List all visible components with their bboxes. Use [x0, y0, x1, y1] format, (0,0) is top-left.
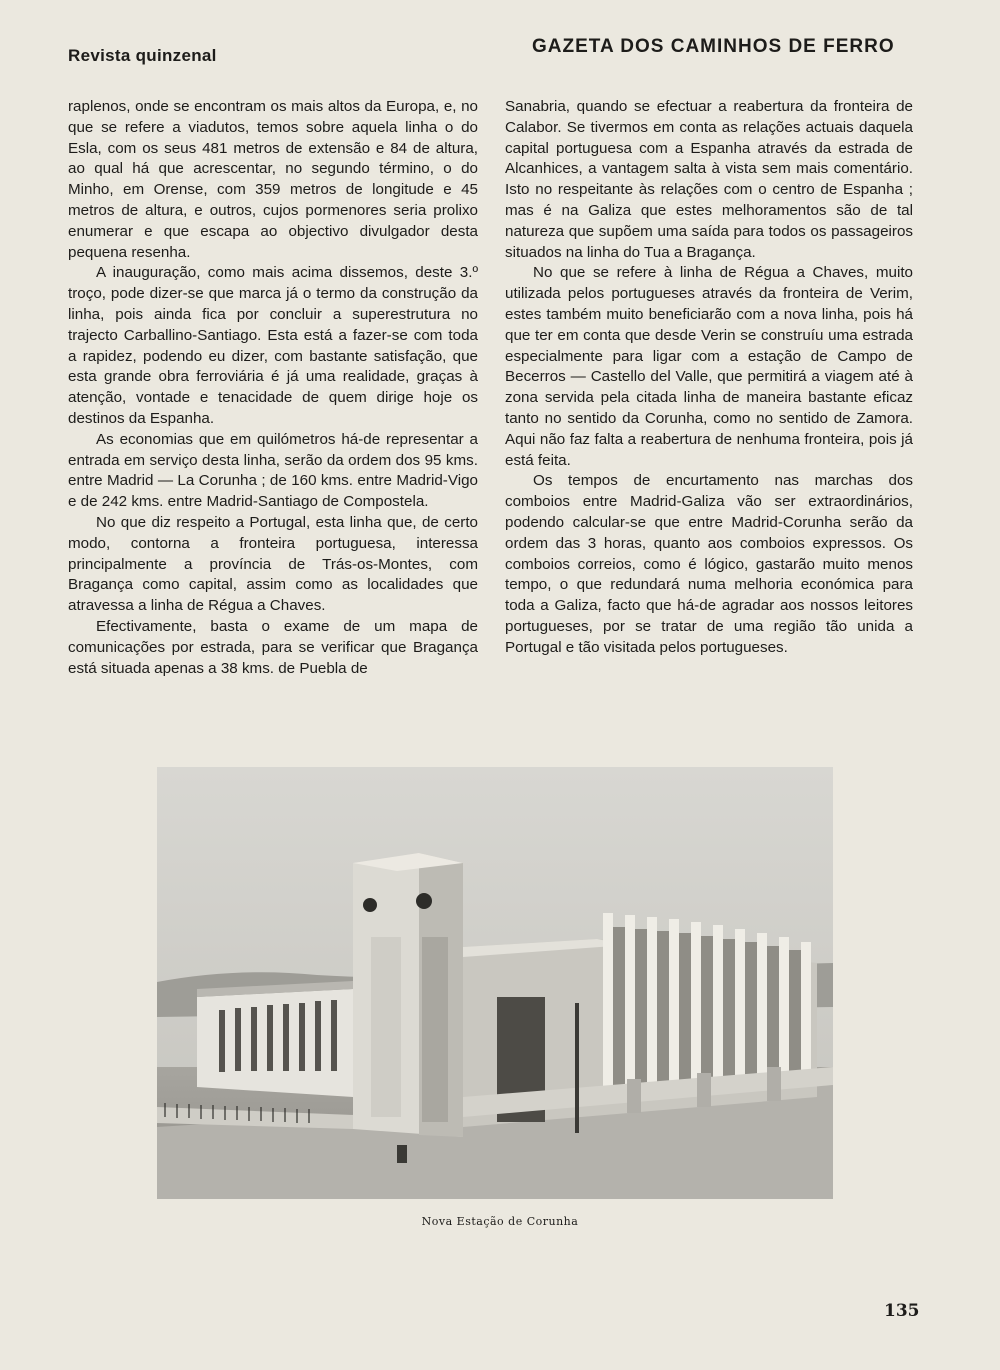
- station-photograph: [157, 767, 833, 1199]
- header-magazine-title: GAZETA DOS CAMINHOS DE FERRO: [532, 36, 895, 57]
- article-column-left: [68, 97, 478, 679]
- paragraph: Efectivamente, basta o exame de um mapa de comunicações por estrada, para se verificar que Bragança está situada apenas a 38 kms. de Puebla de: [68, 617, 478, 677]
- station-photo-illustration: [157, 767, 833, 1199]
- paragraph: Os tempos de encurtamento nas marchas dos comboios entre Madrid-Galiza vão ser extraordinários, podendo calcular-se que entre Madrid-Corunha serão da ordem das 3 horas, quanto aos comboios expressos. Os comboios correios, como é lógico, gastarão muito menos tempo, o que redundará numa melhoria económica para toda a Galiza, facto que há-de agradar aos nossos leitores portugueses, por se tratar de uma região tão unida a Portugal e tão visitada pelos portugueses.: [505, 472, 913, 656]
- paragraph: No que diz respeito a Portugal, esta linha que, de certo modo, contorna a fronteira portuguesa, interessa principalmente a província de Trás-os-Montes, com Bragança como capital, assim como as localidades que atravessa a linha de Régua a Chaves.: [68, 513, 478, 615]
- header-publication-frequency: Revista quinzenal: [68, 46, 217, 65]
- paragraph: As economias que em quilómetros há-de representar a entrada em serviço desta linha, serão da ordem dos 95 kms. entre Madrid — La Corunha ; de 160 kms. entre Madrid-Vigo e de 242 kms. entre Madrid-Santiago de Compostela.: [68, 430, 478, 511]
- paragraph: A inauguração, como mais acima dissemos, deste 3.º troço, pode dizer-se que marca já o termo da construção da linha, pois ainda fica por concluir a superestrutura no trajecto Carballino-Santiago. Esta está a fazer-se com toda a rapidez, podendo eu dizer, com bastante satisfação, que esta grande obra ferroviária é já uma realidade, graças à atenção, vontade e tenacidade de quem dirige hoje os destinos da Espanha.: [68, 264, 478, 427]
- paragraph: raplenos, onde se encontram os mais altos da Europa, e, no que se refere a viadutos, temos sobre aquela linha o do Esla, com os seus 481 metros de extensão e 84 de altura, ao qual há que acrescentar, no segundo término, o do Minho, em Orense, com 359 metros de longitude e 45 metros de altura, e outros, cujos pormenores seria prolixo enumerar e que escapa ao objectivo divulgador desta pequena resenha.: [68, 98, 478, 261]
- article-column-right: [505, 97, 913, 659]
- page-number: 135: [884, 1301, 920, 1321]
- paragraph: No que se refere à linha de Régua a Chaves, muito utilizada pelos portugueses através da fronteira de Verim, estes também muito beneficiarão com a nova linha, pois há que ter em conta que desde Verin se construíu uma estrada especialmente para ligar com a estação de Campo de Becerros — Castello del Valle, que permitirá a viagem até à zona servida pela citada linha de maneira bastante eficaz tanto no sentido da Corunha, como no sentido de Zamora. Aqui não faz falta a reabertura de nenhuma fronteira, pois já está feita.: [505, 264, 913, 469]
- photo-caption: Nova Estação de Corunha: [421, 1215, 579, 1228]
- paragraph: Sanabria, quando se efectuar a reabertura da fronteira de Calabor. Se tivermos em conta as relações actuais daquela capital portuguesa com a Espanha através da estrada de Alcanhices, a vantagem salta à vista sem mais comentário. Isto no respeitante às relações com o centro de Espanha ; mas é na Galiza que estes melhoramentos são de tal natureza que supõem uma saída para todos os passageiros situados na linha do Tua a Bragança.: [505, 98, 913, 261]
